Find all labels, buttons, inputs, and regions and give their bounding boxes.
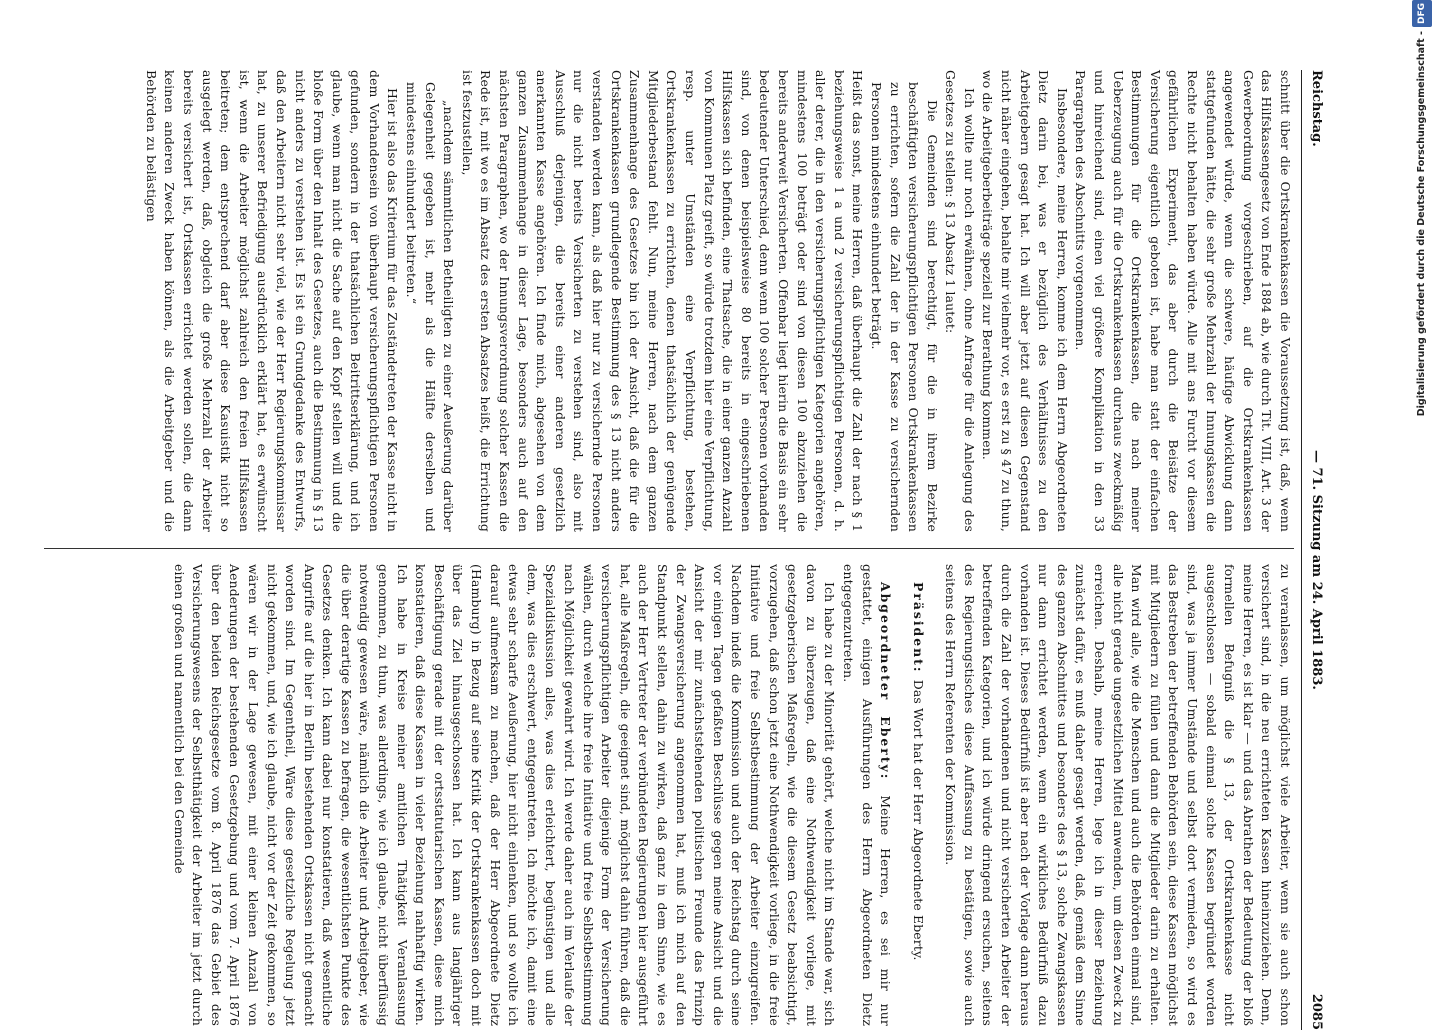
quoted-paragraph: „nachdem sämmtlichen Betheiligten zu einer Aeußerung darüber Gelegenheit gegeben ist, mehr als die Hälfte derselben und mindestens einhundert beitreten.“ <box>404 82 457 532</box>
dfg-sidebar <box>1408 0 1432 1000</box>
dfg-logo: DFG <box>1412 0 1432 27</box>
quoted-paragraph: Die Gemeinden sind berechtigt, für die in ihrem Bezirke beschäftigten versicherungspflichtigen Personen Ortskrankenkassen zu errichten, sofern die Zahl der in der Kasse zu versichernden Personen mindestens einhundert beträgt. <box>868 82 940 532</box>
running-head-left: Reichstag. <box>1309 70 1324 147</box>
body-paragraph: zu veranlassen, um möglichst viele Arbeiter, wenn sie auch schon versichert sind, in die neu errichteten Kassen hineinzuziehen. Denn, meine Herren, es ist klar — und das Abrathen der Bedeutung der bloß formellen Befugniß die § 13, der Ortskrankenkasse nicht ausgeschlossen — sobald einmal solche Kassen begründet worden sind, was ja immer Umstände und selbst dort vermieden, so wird es das Bestreben der betreffenden Behörden sein, diese Kassen möglichst mit Mitgliedern zu füllen und dann die Mitglieder darin zu erhalten. Man wird alle, wie die Menschen und auch die Behörden einmal sind, alle nicht gerade ungesetzlichen Mittel anwenden, um diesen Zweck zu erreichen. Deshalb, meine Herren, lege ich in dieser Beziehung zunächst dafür, es muß daher gesagt werden, daß, gemäß dem Sinne des ganzen Abschnittes und besonders des § 13, solche Zwangskassen nur dann errichtet werden, wenn ein wirkliches Bedürfniß dazu vorhanden ist. Dieses Bedürfniß ist aber nach der Vorlage dann heraus durch die Zahl der vorhandenen und nicht versicherten Arbeiter der betreffenden Kategorien, und ich würde dringend ersuchen, seitens des Regierungstisches diese Auffassung zu bestätigen, sowie auch seitens des Herrn Referenten der Kommission. <box>943 564 1293 1026</box>
body-paragraph: Heißt das sonst, meine Herren, daß überhaupt die Zahl der nach § 1 beziehungsweise 1 a und 2 versicherungspflichtigen Personen, d. h. aller derer, die in den versicherungspflichtigen Kategorien angehören, mindestens 100 beträgt oder sind von diesen 100 abzuziehen die bereits anderweit Versicherten. Offenbar liegt hierin die Basis ein sehr bedeutender Unterschied, denn wenn 100 solcher Personen vorhanden sind, von denen beispielsweise 80 bereits in eingeschriebenen Hilfskassen sich befinden, eine Thatsache, die in einer ganzen Anzahl von Kommunen Platz greift, so würde trotzdem hier eine Verpflichtung, resp. unter Umständen eine Verpflichtung, bestehen, Ortskrankenkassen zu errichten, denen thatsächlich der genügende Mitgliederbestand fehlt. Nun, meine Herren, nach dem ganzen Zusammenhange des Gesetzes bin ich der Ansicht, daß die für die Ortskrankenkassen grundlegende Bestimmung des § 13 nicht anders verstanden werden kann, als daß hier nur zu versichernde Personen nur die nicht bereits Versicherten zu verstehen sind, also mit Ausschluß derjenigen, die bereits einer anderen gesetzlich anerkannten Kasse angehören. Ich finde mich, abgesehen von dem ganzen Zusammenhange in dieser Lage, besonders auch auf den nächsten Paragraphen, wo der Innungsverordnung solcher Kassen die Rede ist, mit wo es im Absatz des ersten Absatzes heißt, die Errichtung ist festzustellen, <box>459 70 866 532</box>
reichstag-page <box>28 70 1328 1030</box>
dfg-credit <box>1412 0 1436 1000</box>
speaker-text: Meine Herren, es sei mir nur gestattet, einigen Ausführungen des Herrn Abgeordneten Dietz entgegenzutreten. <box>840 564 894 1026</box>
speaker-name: Abgeordneter Eberty: <box>878 582 894 796</box>
speaker-paragraph <box>838 564 894 1026</box>
paragraph-spacer <box>927 564 941 1026</box>
speaker-paragraph <box>908 564 927 1026</box>
body-paragraph: schnitt über die Ortskrankenkassen die Voraussetzung ist, daß, wenn das Hilfskassengesetz von Ende 1884 ab, wie durch Tit. VIII, Art. 3 der Gewerbeordnung vorgeschrieben, auf die Ortskrankenkassen angewendet würde, wenn die schwere, häufige Abwicklung dann stattgefunden hätte, die sehr große Mehrzahl der Innungskassen die Rechte nicht behalten haben würde. Alle mit ans Furcht vor diesem gefährlichen Experiment, das aber durch die Beisätze der Versicherung eigentlich geboten ist, habe man statt der einfachen Bestimmungen für die Ortskrankenkassen, die nach meiner Ueberzeugung auch für die Ortskrankenkassen durchaus zweckmäßig und hinreichend sind, einen viel größere Komplikation in den 33 Paragraphen des Abschnitts vorgenommen. <box>1073 70 1293 532</box>
running-head-center: — 71. Sitzung am 24. April 1883. <box>1309 450 1324 690</box>
paragraph-spacer <box>894 564 908 1026</box>
speaker-name: Präsident: <box>910 582 926 680</box>
column-divider <box>44 548 1294 549</box>
body-paragraph: Ich habe zu der Minorität gehört, welche nicht im Stande war, sich davon zu überzeugen, daß eine Nothwendigkeit vorliege, mit gesetzgeberischen Maßregeln, wie die diesem Gesetz beabsichtigt, vorzugehen, daß schon jetzt eine Nothwendigkeit vorliege, in die freie Initiative und freie Selbstbestimmung der Arbeiter einzugreifen. Nachdem indeß die Kommission und auch der Reichstag durch seine vor einigen Tagen gefaßten Beschlüsse gegen meine Ansicht und die Ansicht der mir zunächststehenden politischen Freunde das Prinzip der Zwangsversicherung angenommen hat, muß ich mich auf den Standpunkt stellen, dahin zu wirken, daß ganz in dem Sinne, wie es auch der Herr Vertreter der verbündeten Regierungen hier ausgeführt hat, alle Maßregeln, die geeignet sind, möglichst dahin führen, daß die versicherungspflichtigen Arbeiter diejenige Form der Versicherung wählen, durch welche ihre freie Initiative und freie Selbstbestimmung nach Möglichkeit gewahrt wird. Ich werde daher auch im Verlaufe der Spezialdiskussion alles, was dies erleichtert, begünstigen und alle dem, was dies erschwert, entgegentreten. Ich möchte ich, damit eine etwas sehr scharfe Aeußerung, hier nicht einlenken, und so wollte ich darauf aufmerksam zu machen, daß der Herr Abgeordnete Dietz (Hamburg) in Bezug auf seine Kritik der Ortskrankenkassen doch mit über das Ziel hinausgeschossen hat. Ich kann aus langjähriger Beschäftigung gerade mit der ortsstatutarischen Kassen, diese mich konstatieren, daß diese Kassen in vieler Beziehung nahhaftig wirken. Ich habe in Kreise meiner amtlichen Thätigkeit Veranlassung genommen, zu thun, was allerdings, wie ich glaube, nicht überflüssig notwendig gewesen wäre, nämlich die Arbeiter und Arbeitgeber, wie die über derartige Kassen zu befragen, die wesentlichsten Punkte des Gesetzes denken. Ich kann dabei nur konstatieren, daß wesentliche Angriffe auf die hier in Berlin bestehenden Ortskassen nicht gemacht worden sind. Im Gegentheil, Wäre diese gesetzliche Regelung jetzt nicht gekommen, und, wie ich glaube, nicht vor der Zeit gekommen, so wären wir in der Lage gewesen, mit einer kleinen Anzahl von Aenderungen der bestehenden Gesetzgebung und vom 7. April 1876 über den beiden Reichsgesetze vom 8. April 1876 das Gebiet des Versicherungswesens der Selbstthätigkeit der Arbeiter im jetzt durch einen großen und namentlich bei den Gemeinde <box>171 564 838 1026</box>
left-column <box>44 70 1294 532</box>
body-paragraph: Ich wollte nur noch erwähnen, ohne Anfrage für die Anlegung des Gesetzes zu stellen: § 13 Absatz 1 lautet: <box>943 70 977 532</box>
body-paragraph: Insbesondere, meine Herren, komme ich dem Herrn Abgeordneten Dietz darin bei, was er bezüglich des Verhältnisses zu den Arbeitgebern gesagt hat. Ich will aber jetzt auf diesen Gegenstand nicht näher eingehen, behalte mir vielmehr vor, es erst zu § 47 zu thun, wo die Arbeitgeberbeiträge speziell zur Berathung kommen. <box>980 70 1070 532</box>
page-number: 2085 <box>1309 993 1324 1030</box>
body-paragraph: Hier ist also das Kriterium für das Zuständetreten der Kasse nicht in dem Vorhandensein von überhaupt versicherungspflichtigen Personen gefunden, sondern in der thatsächlichen Beitrittserklärung, und ich glaube, wenn man nicht die Sache auf den Kopf stellen will und die bloße Form über den Inhalt des Gesetzes, auch die Bestimmung in § 13 nicht anders zu verstehen ist. Es ist ein Grundgedanke des Entwurfs, daß den Arbeitern nicht sehr viel, wie der Herr Regierungskommissar hat, zu unserer Befriedigung ausdrücklich erklärt hat, es erwünscht ist, wenn die Arbeiter möglichst zahlreich den freien Hilfskassen beitreten; dem entsprechend darf aber diese Kasuistik nicht so ausgelegt werden, daß, obgleich die große Mehrzahl der Arbeiter bereits versichert ist, Ortskassen errichtet werden sollen, die dann keinen anderen Zweck haben können, als die Arbeitgeber und die Behörden zu belästigen <box>143 70 401 532</box>
speaker-text: Das Wort hat der Herr Abgeordnete Eberty. <box>910 679 926 961</box>
dfg-credit-text: Digitalisierung gefördert durch die Deutsche Forschungsgemeinschaft - <box>1416 31 1427 417</box>
text-columns <box>34 70 1294 1030</box>
running-head <box>1301 70 1328 1030</box>
right-column <box>44 564 1294 1026</box>
